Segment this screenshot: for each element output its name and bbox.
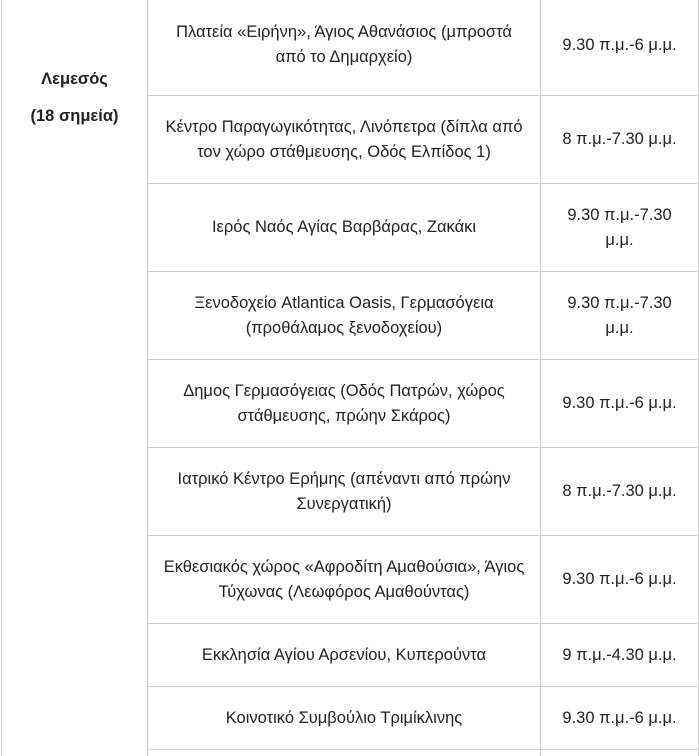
hours-cell: 9.30 π.μ.-6 μ.μ. (541, 360, 699, 448)
hours-cell: 9 π.μ.-4.30 μ.μ. (541, 624, 699, 687)
region-count: (18 σημεία) (30, 107, 119, 125)
location-cell: Πλατεία «Ειρήνη», Άγιος Αθανάσιος (μπροστά από το Δημαρχείο) (148, 0, 541, 96)
table-row (2, 0, 699, 96)
hours-cell: 9.30 π.μ.-7.30 μ.μ. (541, 272, 699, 360)
hours-cell: 8 π.μ.-7.30 μ.μ. (541, 96, 699, 184)
hours-cell: 9.30 π.μ.-7.30 μ.μ. (541, 184, 699, 272)
hours-cell: 9.30 π.μ.-6 μ.μ. (541, 687, 699, 750)
location-cell: Ξενοδοχείο Atlantica Oasis, Γερμασόγεια (προθάλαμος ξενοδοχείου) (148, 272, 541, 360)
location-cell: Δημος Γερμασόγειας (Οδός Πατρών, χώρος στάθμευσης, πρώην Σκάρος) (148, 360, 541, 448)
location-cell (148, 750, 541, 756)
location-cell: Κέντρο Παραγωγικότητας, Λινόπετρα (δίπλα από τον χώρο στάθμευσης, Οδός Ελπίδος 1) (148, 96, 541, 184)
location-cell: Κοινοτικό Συμβούλιο Τριμίκλινης (148, 687, 541, 750)
location-cell: Εκθεσιακός χώρος «Αφροδίτη Αμαθούσια», Άγιος Τύχωνας (Λεωφόρος Αμαθούντας) (148, 536, 541, 624)
region-cell (2, 0, 148, 756)
region-name: Λεμεσός (41, 70, 108, 88)
hours-cell: 9.30 π.μ.-6 μ.μ. (541, 0, 699, 96)
location-cell: Εκκλησία Αγίου Αρσενίου, Κυπερούντα (148, 624, 541, 687)
hours-cell: 9.30 π.μ.-6 μ.μ. (541, 536, 699, 624)
hours-cell (541, 750, 699, 756)
location-cell: Ιερός Ναός Αγίας Βαρβάρας, Ζακάκι (148, 184, 541, 272)
location-cell: Ιατρικό Κέντρο Ερήμης (απέναντι από πρώην Συνεργατική) (148, 448, 541, 536)
hours-cell: 8 π.μ.-7.30 μ.μ. (541, 448, 699, 536)
testing-points-table (1, 0, 699, 756)
